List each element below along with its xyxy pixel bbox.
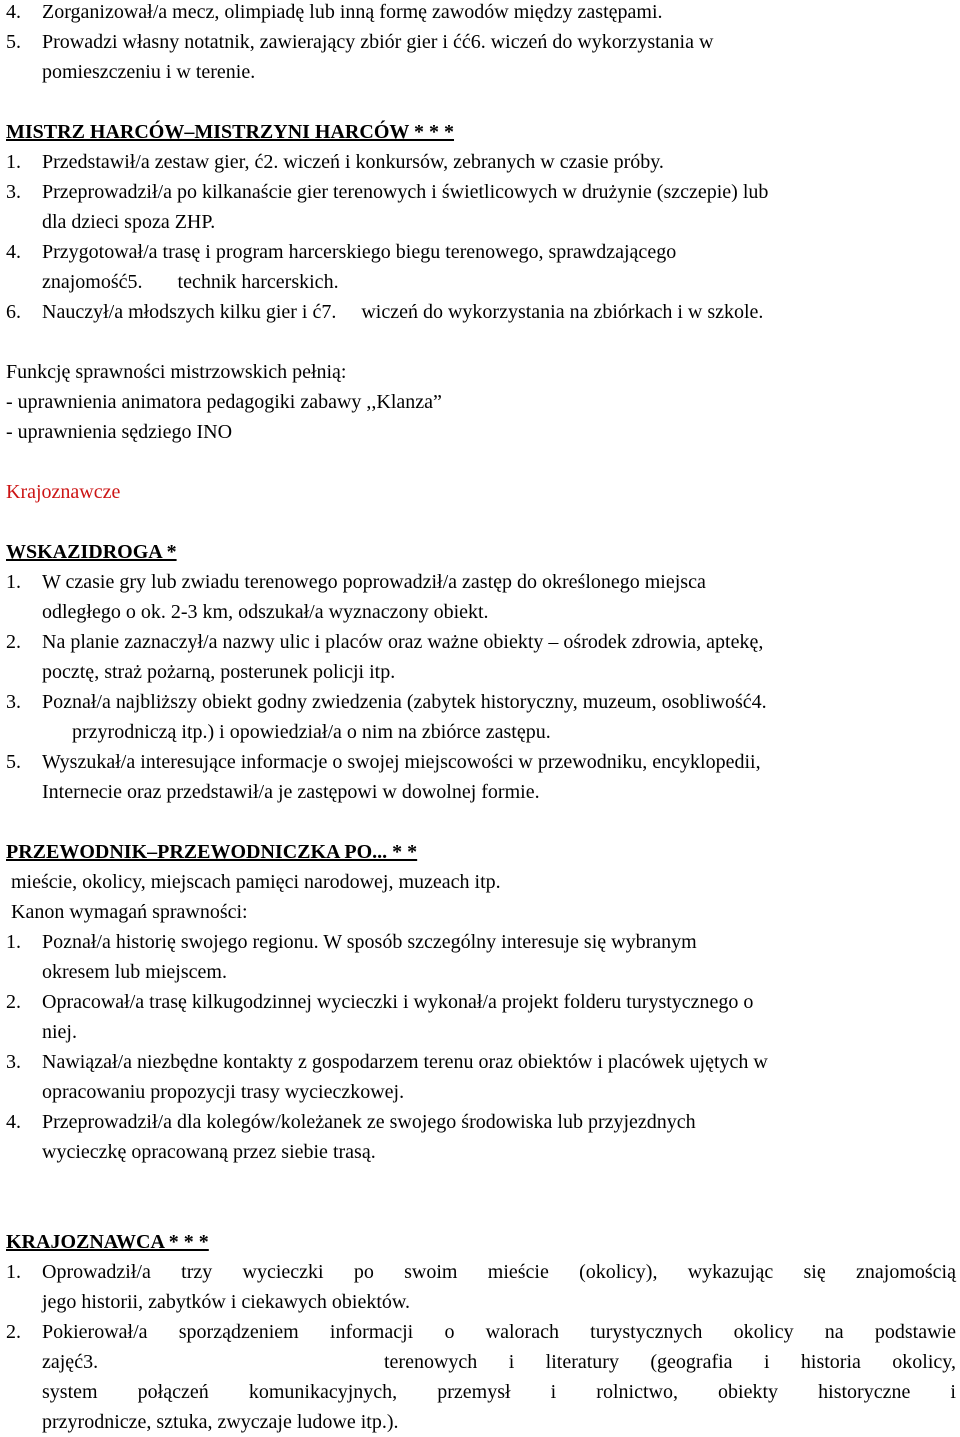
item-continuation: pocztę, straż pożarną, posterunek policji itp. xyxy=(42,661,396,683)
item-continuation xyxy=(6,1377,956,1407)
item-text: Przeprowadził/a dla kolegów/koleżanek ze swojego środowiska lub przyjezdnych xyxy=(42,1111,696,1133)
list-item xyxy=(6,147,956,177)
functions-line: - uprawnienia sędziego INO xyxy=(6,421,233,443)
item-continuation: dla dzieci spoza ZHP. xyxy=(42,211,216,233)
item-number: 5. xyxy=(6,31,21,53)
list-item xyxy=(6,1317,956,1347)
item-continuation: wycieczkę opracowaną przez siebie trasą. xyxy=(42,1141,376,1163)
item-text: Zorganizował/a mecz, olimpiadę lub inną formę zawodów między zastępami. xyxy=(42,1,663,23)
item-number: 4. xyxy=(6,1,21,23)
list-item xyxy=(6,237,956,267)
item-number: 1. xyxy=(6,151,21,173)
list-item xyxy=(6,687,956,717)
item-number: 3. xyxy=(6,181,21,203)
item-text: Oprowadził/a trzy wycieczki po swoim mieście (okolicy), wykazując się znajomością xyxy=(42,1261,956,1283)
item-number: 1. xyxy=(6,931,21,953)
item-continuation: znajomość5. technik harcerskich. xyxy=(42,271,339,293)
item-continuation: Internecie oraz przedstawił/a je zastępowi w dowolnej formie. xyxy=(42,781,540,803)
item-number: 1. xyxy=(6,1261,21,1283)
item-text: Przedstawił/a zestaw gier, ć2. wiczeń i konkursów, zebranych w czasie próby. xyxy=(42,151,664,173)
item-continuation: przyrodnicze, sztuka, zwyczaje ludowe itp.). xyxy=(42,1411,399,1433)
section-heading-mistrz: MISTRZ HARCÓW–MISTRZYNI HARCÓW * * * xyxy=(6,121,455,143)
item-text: Pokierował/a sporządzeniem informacji o walorach turystycznych okolicy na podstawie xyxy=(42,1321,956,1343)
list-item xyxy=(6,177,956,207)
list-item xyxy=(6,627,956,657)
list-item xyxy=(6,27,956,57)
intro-line: mieście, okolicy, miejscach pamięci narodowej, muzeach itp. xyxy=(11,871,501,893)
item-text: Wyszukał/a interesujące informacje o swojej miejscowości w przewodniku, encyklopedii, xyxy=(42,751,761,773)
item-number: 6. xyxy=(6,301,21,323)
item-continuation: jego historii, zabytków i ciekawych obiektów. xyxy=(42,1291,411,1313)
list-item xyxy=(6,987,956,1017)
item-text: Przygotował/a trasę i program harcerskiego biegu terenowego, sprawdzającego xyxy=(42,241,677,263)
section-heading-wskazidroga: WSKAZIDROGA * xyxy=(6,541,177,563)
item-continuation-part: zajęć3. xyxy=(42,1351,99,1373)
item-continuation: okresem lub miejscem. xyxy=(42,961,227,983)
item-continuation-text: system połączeń komunikacyjnych, przemysł i rolnictwo, obiekty historyczne i xyxy=(42,1381,956,1403)
item-continuation xyxy=(6,1347,956,1377)
item-continuation-part: terenowych i literatury (geografia i historia okolicy, xyxy=(384,1351,956,1373)
list-item xyxy=(6,1257,956,1287)
item-text: Prowadzi własny notatnik, zawierający zbiór gier i ćć6. wiczeń do wykorzystania w xyxy=(42,31,714,53)
list-item xyxy=(6,567,956,597)
section-heading-przewodnik: PRZEWODNIK–PRZEWODNICZKA PO... * * xyxy=(6,841,418,863)
functions-title: Funkcję sprawności mistrzowskich pełnią: xyxy=(6,361,347,383)
item-text: Nawiązał/a niezbędne kontakty z gospodarzem terenu oraz obiektów i placówek ujętych w xyxy=(42,1051,768,1073)
item-text: W czasie gry lub zwiadu terenowego poprowadził/a zastęp do określonego miejsca xyxy=(42,571,706,593)
list-item xyxy=(6,297,956,327)
item-continuation: przyrodniczą itp.) i opowiedział/a o nim na zbiórce zastępu. xyxy=(42,721,551,743)
item-text: Nauczył/a młodszych kilku gier i ć7. wiczeń do wykorzystania na zbiórkach i w szkole. xyxy=(42,301,764,323)
item-number: 1. xyxy=(6,571,21,593)
item-number: 5. xyxy=(6,751,21,773)
item-continuation: pomieszczeniu i w terenie. xyxy=(42,61,256,83)
item-number: 2. xyxy=(6,1321,21,1343)
intro-line: Kanon wymagań sprawności: xyxy=(11,901,248,923)
list-item xyxy=(6,1047,956,1077)
document-page xyxy=(6,0,956,1437)
item-text: Opracował/a trasę kilkugodzinnej wycieczki i wykonał/a projekt folderu turystycznego o xyxy=(42,991,754,1013)
item-text: Poznał/a najbliższy obiekt godny zwiedzenia (zabytek historyczny, muzeum, osobliwość4. xyxy=(42,691,767,713)
item-continuation: niej. xyxy=(42,1021,77,1043)
list-item xyxy=(6,0,956,27)
item-text: Na planie zaznaczył/a nazwy ulic i placów oraz ważne obiekty – ośrodek zdrowia, aptekę, xyxy=(42,631,764,653)
item-number: 2. xyxy=(6,631,21,653)
functions-line: - uprawnienia animatora pedagogiki zabawy ,,Klanza” xyxy=(6,391,442,413)
item-number: 4. xyxy=(6,1111,21,1133)
list-item xyxy=(6,1107,956,1137)
section-title-krajoznawcze: Krajoznawcze xyxy=(6,481,121,503)
item-number: 3. xyxy=(6,1051,21,1073)
item-number: 4. xyxy=(6,241,21,263)
item-text: Poznał/a historię swojego regionu. W sposób szczególny interesuje się wybranym xyxy=(42,931,697,953)
item-number: 2. xyxy=(6,991,21,1013)
item-text: Przeprowadził/a po kilkanaście gier terenowych i świetlicowych w drużynie (szczepie) lub xyxy=(42,181,769,203)
item-number: 3. xyxy=(6,691,21,713)
section-heading-krajoznawca: KRAJOZNAWCA * * * xyxy=(6,1231,209,1253)
list-item xyxy=(6,747,956,777)
item-continuation: odległego o ok. 2-3 km, odszukał/a wyznaczony obiekt. xyxy=(42,601,489,623)
item-continuation: opracowaniu propozycji trasy wycieczkowej. xyxy=(42,1081,405,1103)
list-item xyxy=(6,927,956,957)
